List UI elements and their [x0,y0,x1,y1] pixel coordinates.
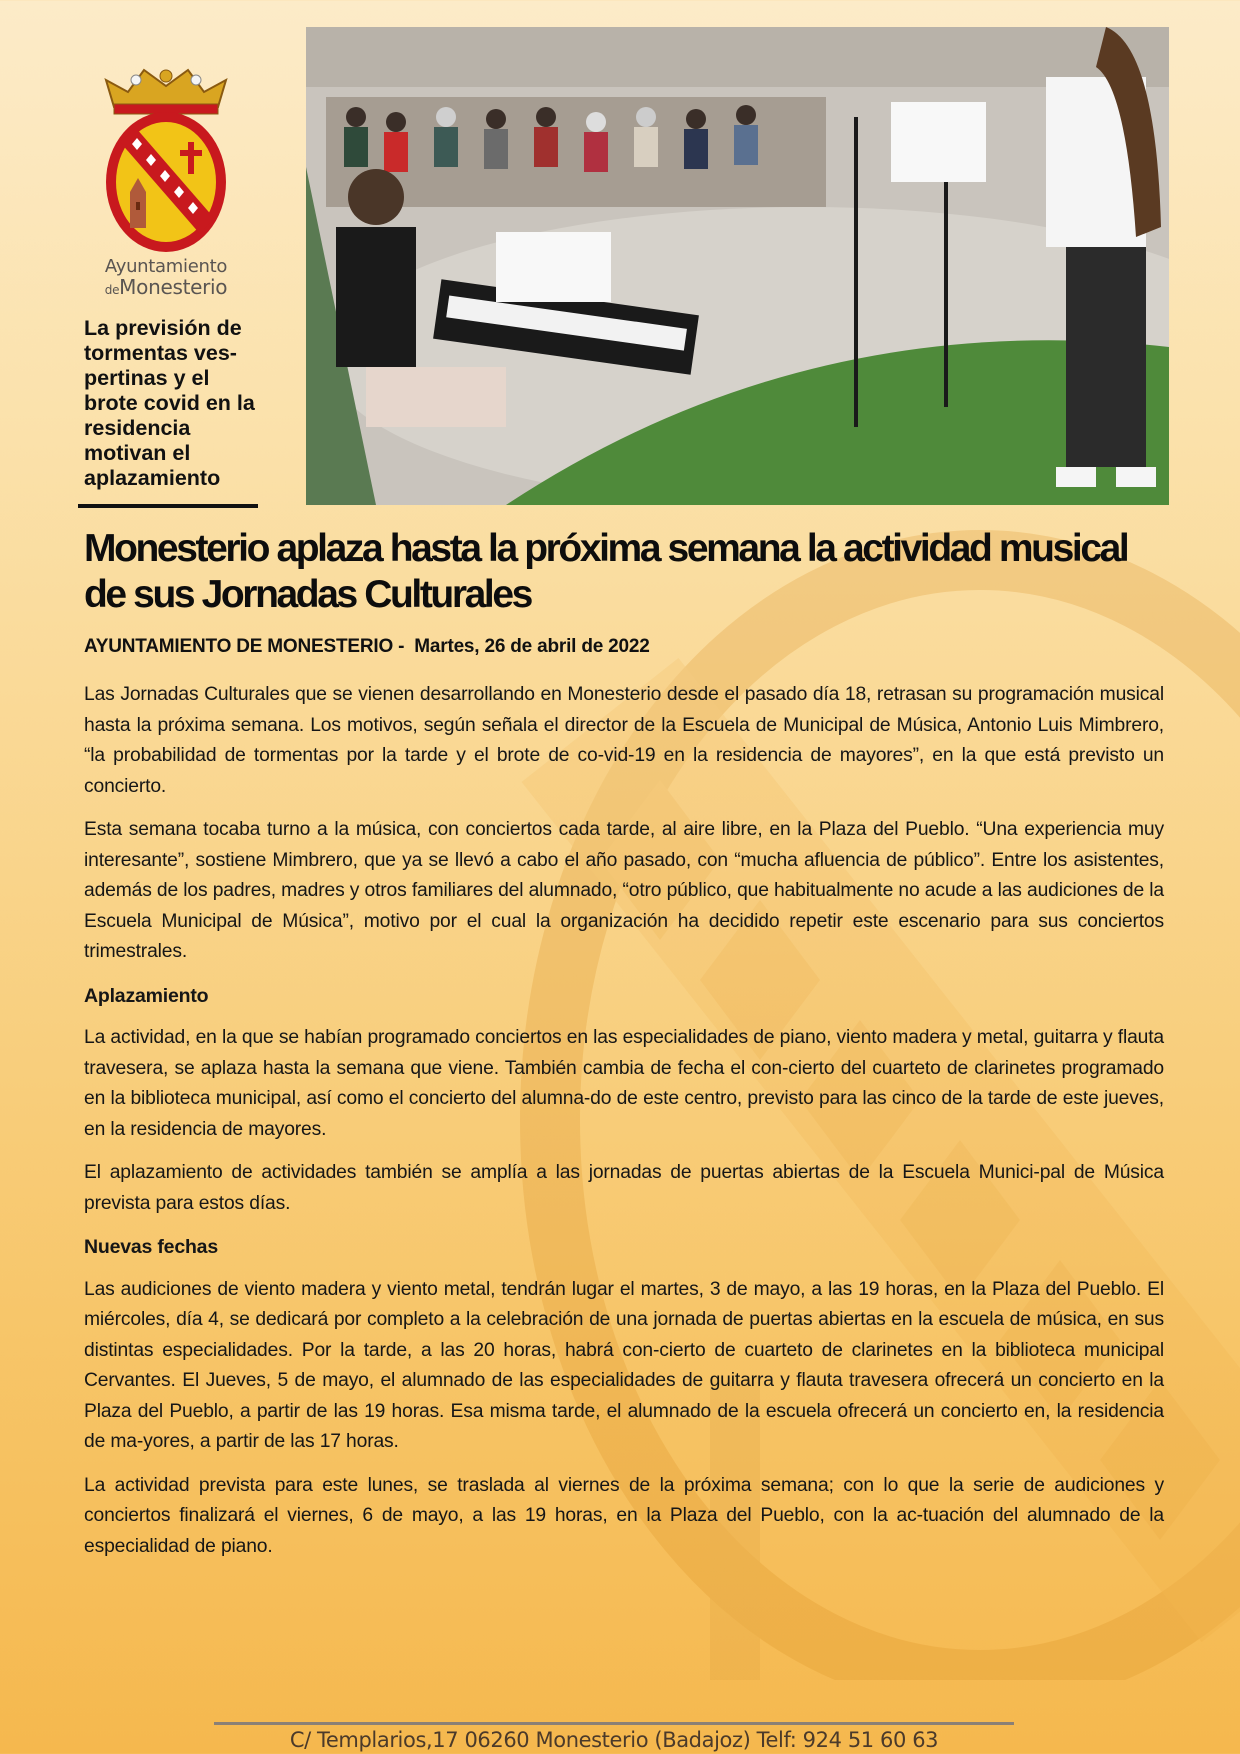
paragraph: La actividad, en la que se habían programado conciertos en las especialidades de piano, viento madera y metal, guitarra y flauta travesera, se aplaza hasta la semana que viene. También cambia de fecha el con-cierto del cuarteto de clarinetes programado en la biblioteca municipal, así como el concierto del alumna-do de este centro, previsto para las cinco de la tarde de este jueves, en la residencia de mayores. [84,1027,1164,1140]
teaser-divider [78,504,258,508]
concert-photo [306,27,1169,505]
teaser-text: La previsión de tormentas ves-pertinas y el brote covid en la residencia motivan el aplazamiento [84,316,255,490]
footer-address: C/ Templarios,17 06260 Monesterio (Badajoz) Telf: 924 51 60 63 [289,1728,939,1752]
byline-date: Martes, 26 de abril de 2022 [414,636,650,657]
logo-wordmark [78,258,254,298]
logo-line-2-name: Monesterio [119,274,228,299]
footer-divider [214,1722,1014,1725]
section-heading-aplazamiento: Aplazamiento [84,984,209,1007]
article-byline [84,634,650,660]
byline-source: AYUNTAMIENTO DE MONESTERIO - [84,636,405,657]
logo-line-2 [78,274,254,299]
article-headline: Monesterio aplaza hasta la próxima semana la actividad musical de sus Jornadas Culturales [84,527,1128,616]
section-heading-nuevas-fechas: Nuevas fechas [84,1236,218,1258]
logo-line-1: Ayuntamiento [104,256,228,277]
paragraph: Las Jornadas Culturales que se vienen desarrollando en Monesterio desde el pasado día 18, retrasan su programación musical hasta la próxima semana. Los motivos, según señala el director de la Escuela de Municipal de Música, Antonio Luis Mimbrero, “la probabilidad de tormentas por la tarde y el brote de co-vid-19 en la residencia de mayores”, en la que está previsto un concierto. [84,684,1164,797]
logo-line-2-prefix: de [104,282,120,297]
article-body [84,680,1164,1575]
paragraph: Esta semana tocaba turno a la música, con conciertos cada tarde, al aire libre, en la Plaza del Pueblo. “Una experiencia muy interesante”, sostiene Mimbrero, que ya se llevó a cabo el año pasado, con “mucha afluencia de público”. Entre los asistentes, además de los padres, madres y otros familiares del alumnado, “otro público, que habitualmente no acude a las audiciones de la Escuela Municipal de Música”, motivo por el cual la organización ha decidido repetir este escenario para sus conciertos trimestrales. [84,819,1164,962]
concert-photo-illustration [306,27,1169,505]
paragraph: La actividad prevista para este lunes, se traslada al viernes de la próxima semana; con lo que la serie de audiciones y conciertos finalizará el viernes, 6 de mayo, a las 19 horas, en la Plaza del Pueblo, con la ac-tuación del alumnado de la especialidad de piano. [84,1474,1164,1557]
municipal-coat-of-arms-logo [96,62,236,262]
paragraph: Las audiciones de viento madera y viento metal, tendrán lugar el martes, 3 de mayo, a las 19 horas, en la Plaza del Pueblo. El miércoles, día 4, se dedicará por completo a la celebración de una jornada de puertas abiertas en la escuela de música, en sus distintas especialidades. Por la tarde, a las 20 horas, habrá con-cierto de cuarteto de clarinetes en la biblioteca municipal Cervantes. El Jueves, 5 de mayo, el alumnado de las especialidades de guitarra y flauta travesera ofrecerá un concierto en la Plaza del Pueblo, a partir de las 19 horas. Esa misma tarde, el alumnado de la escuela ofrecerá un concierto en, la residencia de ma-yores, a partir de las 17 horas. [84,1278,1164,1452]
paragraph: El aplazamiento de actividades también se amplía a las jornadas de puertas abiertas de la Escuela Munici-pal de Música prevista para estos días. [84,1162,1164,1214]
